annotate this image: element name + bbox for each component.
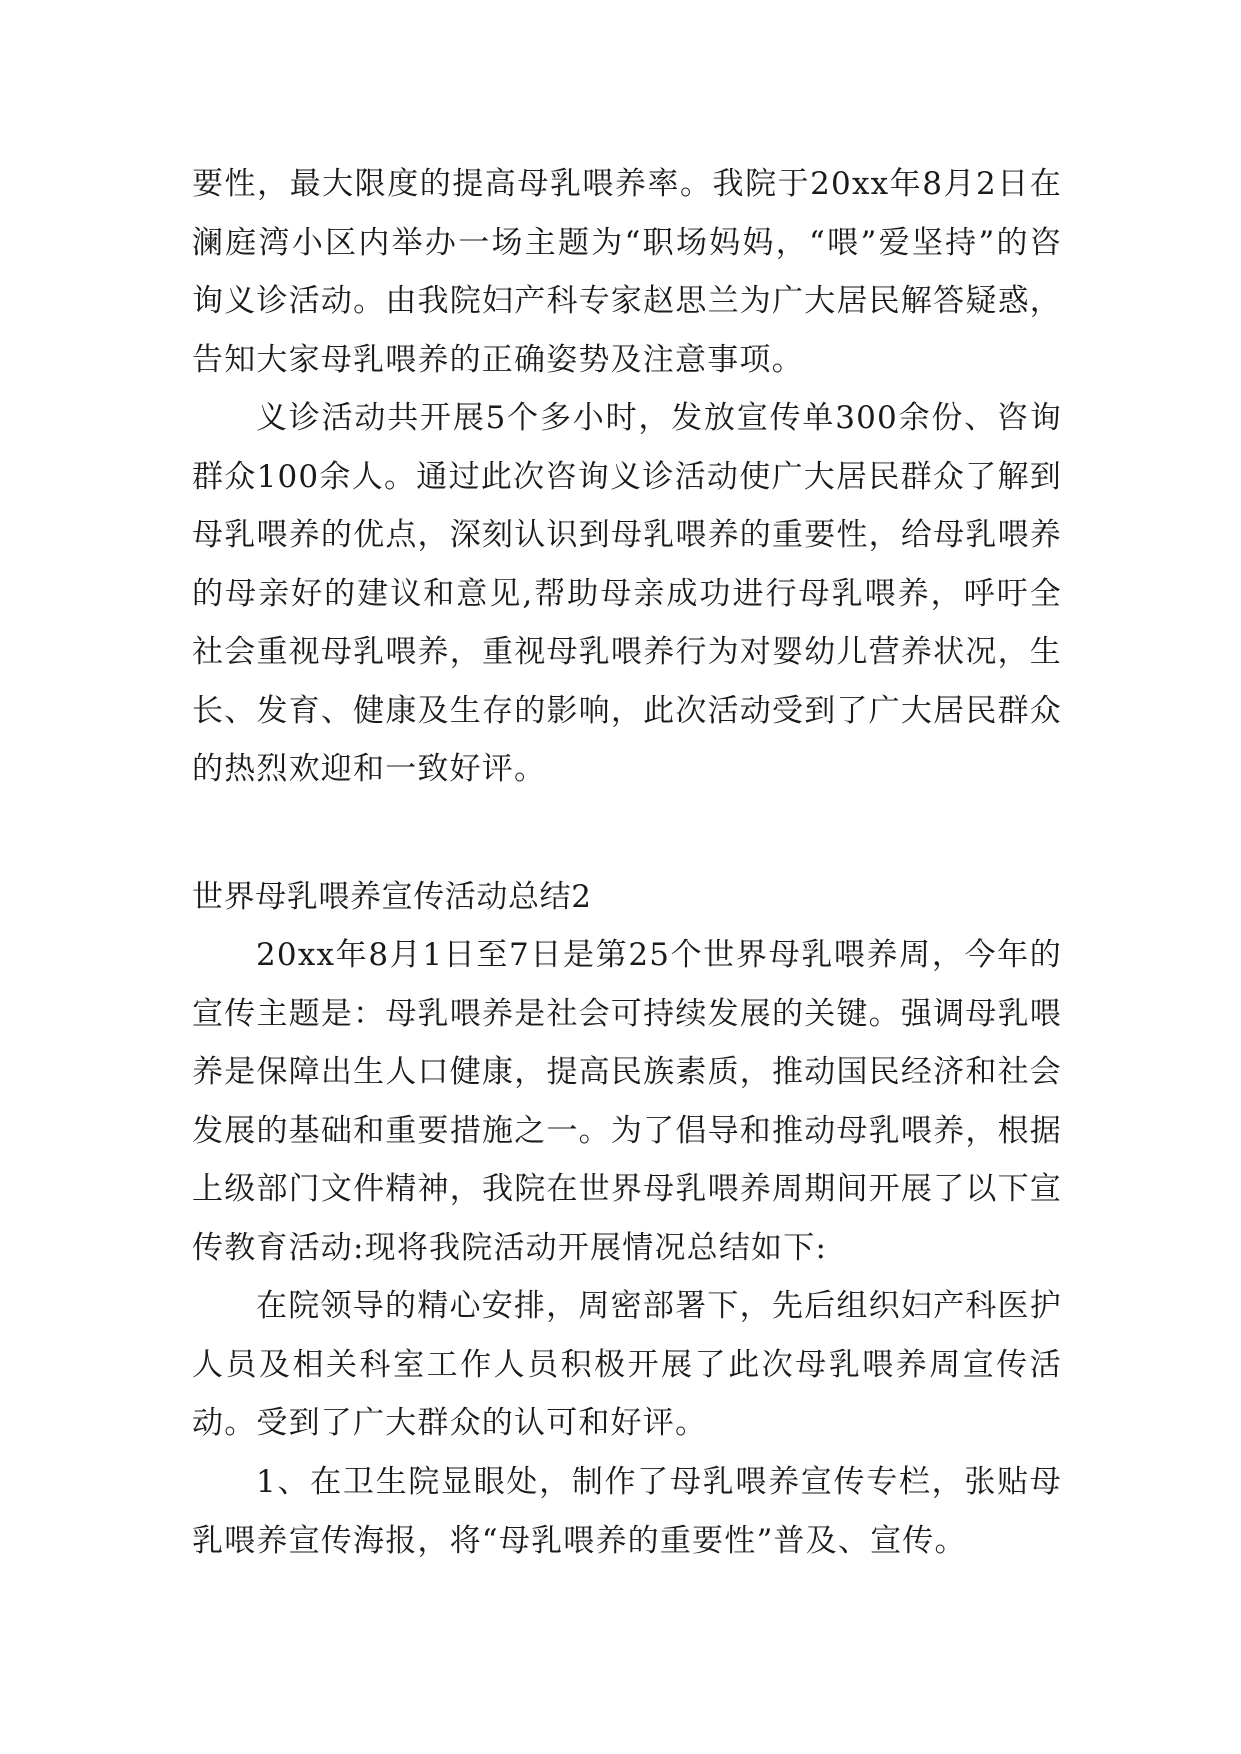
paragraph-continuation: 要性，最大限度的提高母乳喂养率。我院于20xx年8月2日在澜庭湾小区内举办一场主题为“职场妈妈，“喂”爱坚持”的咨询义诊活动。由我院妇产科专家赵思兰为广大居民解答疑惑，告知大家母乳喂养的正确姿势及注意事项。: [192, 166, 1062, 378]
section-heading: 世界母乳喂养宣传活动总结2: [192, 879, 592, 915]
paragraph-organization: 在院领导的精心安排，周密部署下，先后组织妇产科医护人员及相关科室工作人员积极开展了此次母乳喂养周宣传活动。受到了广大群众的认可和好评。: [192, 1288, 1062, 1441]
paragraph-week-intro: 20xx年8月1日至7日是第25个世界母乳喂养周，今年的宣传主题是：母乳喂养是社会可持续发展的关键。强调母乳喂养是保障出生人口健康，提高民族素质，推动国民经济和社会发展的基础和重要措施之一。为了倡导和推动母乳喂养，根据上级部门文件精神，我院在世界母乳喂养周期间开展了以下宣传教育活动:现将我院活动开展情况总结如下:: [192, 937, 1062, 1266]
paragraph-item-1: 1、在卫生院显眼处，制作了母乳喂养宣传专栏，张贴母乳喂养宣传海报，将“母乳喂养的重要性”普及、宣传。: [192, 1464, 1062, 1559]
paragraph-clinic-results: 义诊活动共开展5个多小时，发放宣传单300余份、咨询群众100余人。通过此次咨询义诊活动使广大居民群众了解到母乳喂养的优点，深刻认识到母乳喂养的重要性，给母乳喂养的母亲好的建议和意见,帮助母亲成功进行母乳喂养，呼吁全社会重视母乳喂养，重视母乳喂养行为对婴幼儿营养状况，生长、发育、健康及生存的影响，此次活动受到了广大居民群众的热烈欢迎和一致好评。: [192, 400, 1062, 787]
